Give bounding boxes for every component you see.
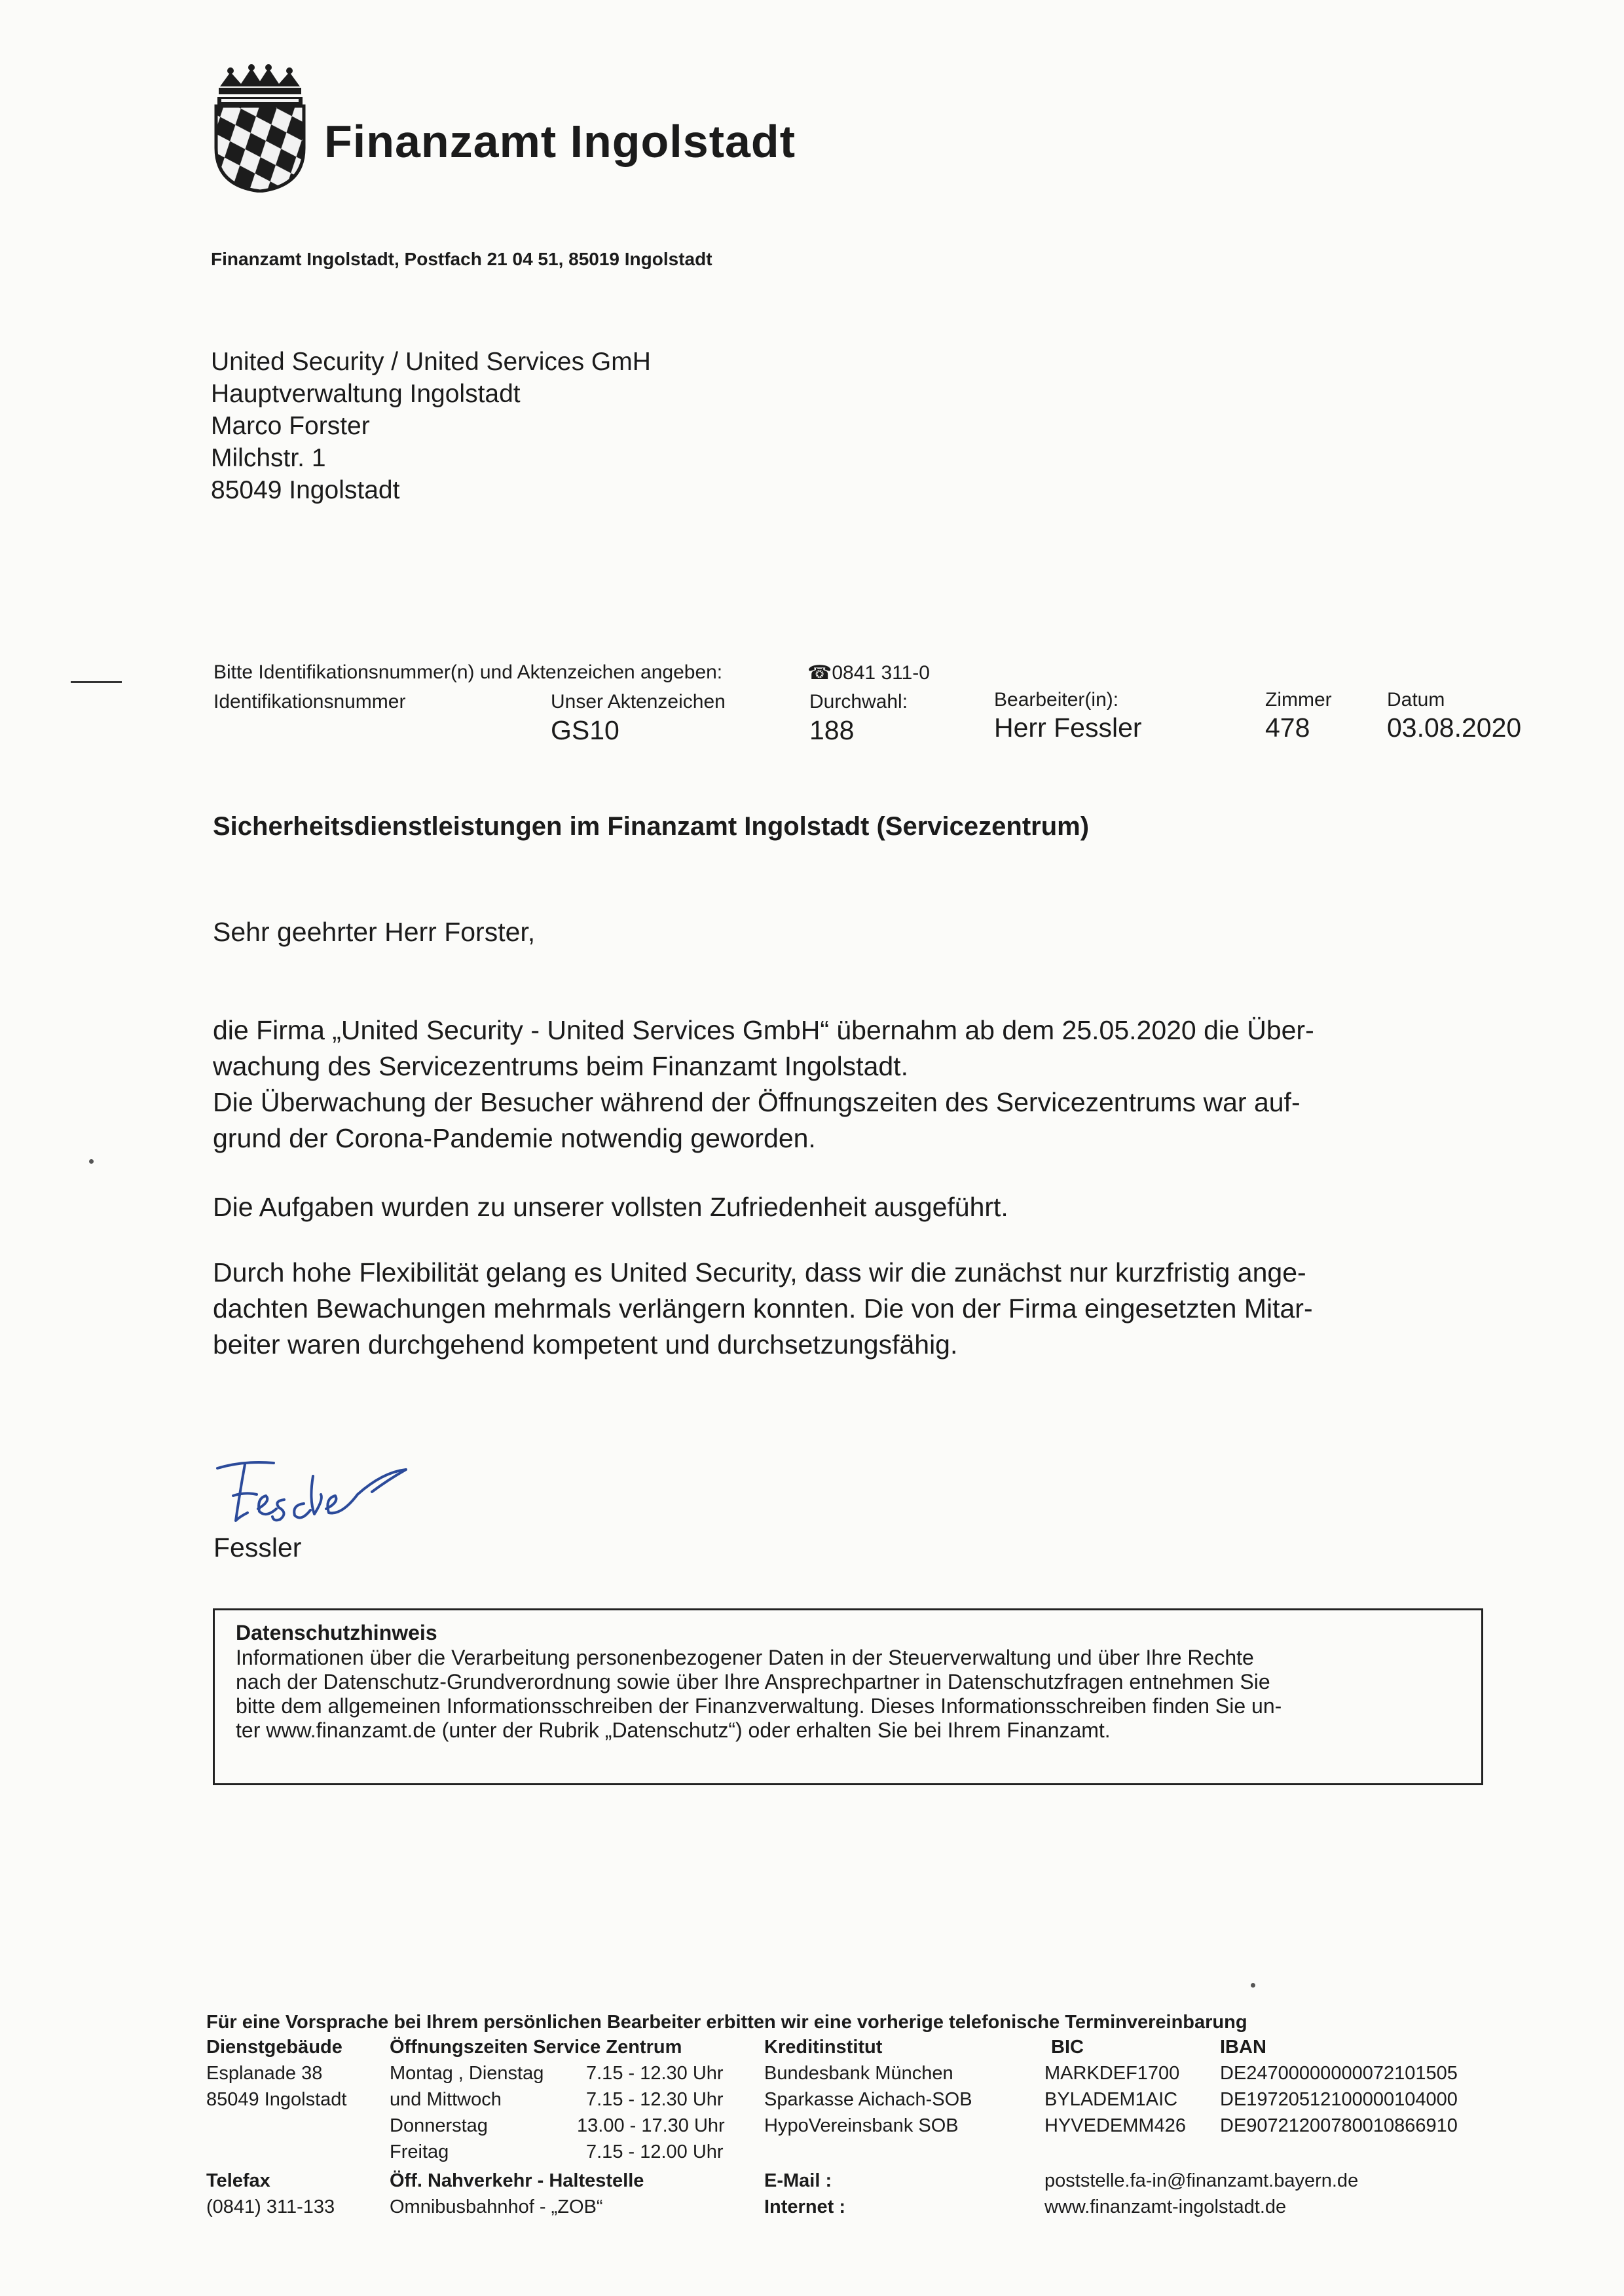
hours-time: 7.15 - 12.30 Uhr xyxy=(586,2063,724,2084)
iban-value: DE19720512100000104000 xyxy=(1220,2089,1458,2110)
scan-speck xyxy=(89,1159,94,1164)
recipient-company: United Security / United Services GmH xyxy=(211,348,651,376)
paragraph-line: Die Überwachung der Besucher während der Öffnungszeiten des Servicezentrums war auf- xyxy=(213,1087,1301,1117)
hours-time: 7.15 - 12.00 Uhr xyxy=(586,2141,724,2162)
fax-label: Telefax xyxy=(206,2170,270,2191)
privacy-text xyxy=(236,1646,1460,1743)
iban-label: IBAN xyxy=(1220,2037,1266,2058)
paragraph-line: wachung des Servicezentrums beim Finanzamt Ingolstadt. xyxy=(213,1051,908,1081)
hours-label: Öffnungszeiten Service Zentrum xyxy=(390,2037,682,2058)
paragraph-2 xyxy=(213,1189,1457,1225)
privacy-line: ter www.finanzamt.de (unter der Rubrik „Datenschutz“) oder erhalten Sie bei Ihrem Finanzamt. xyxy=(236,1718,1111,1742)
recipient-person: Marco Forster xyxy=(211,412,370,440)
extension-value: 188 xyxy=(809,715,855,745)
recipient-street: Milchstr. 1 xyxy=(211,444,326,472)
signer-name: Fessler xyxy=(213,1532,302,1563)
paragraph-line: beiter waren durchgehend kompetent und durchsetzungsfähig. xyxy=(213,1329,958,1360)
paragraph-line: dachten Bewachungen mehrmals verlängern konnten. Die von der Firma eingesetzten Mitar- xyxy=(213,1293,1313,1324)
paragraph-3 xyxy=(213,1255,1457,1363)
fold-mark xyxy=(71,681,122,683)
hours-days: Montag , Dienstag xyxy=(390,2063,544,2084)
bavarian-coat-of-arms-icon xyxy=(211,64,309,193)
iban-value: DE90721200780010866910 xyxy=(1220,2115,1458,2136)
bic-label: BIC xyxy=(1051,2037,1084,2058)
office-name: Finanzamt Ingolstadt xyxy=(324,116,796,167)
email-label: E-Mail : xyxy=(764,2170,832,2191)
paragraph-line: grund der Corona-Pandemie notwendig geworden. xyxy=(213,1123,816,1153)
id-label: Identifikationsnummer xyxy=(213,691,406,713)
paragraph-line: Durch hohe Flexibilität gelang es United Security, dass wir die zunächst nur kurzfristig ange- xyxy=(213,1257,1306,1287)
reference-instruction: Bitte Identifikationsnummer(n) und Aktenzeichen angeben: xyxy=(213,661,723,683)
privacy-notice-box xyxy=(213,1608,1483,1785)
transit-label: Öff. Nahverkehr - Haltestelle xyxy=(390,2170,644,2191)
iban-value: DE24700000000072101505 xyxy=(1220,2063,1458,2084)
handwritten-signature xyxy=(211,1441,427,1546)
room-label: Zimmer xyxy=(1265,689,1332,711)
building-label: Dienstgebäude xyxy=(206,2037,342,2058)
bic-value: MARKDEF1700 xyxy=(1044,2063,1180,2084)
file-label: Unser Aktenzeichen xyxy=(551,691,726,713)
hours-time: 7.15 - 12.30 Uhr xyxy=(586,2089,724,2110)
salutation: Sehr geehrter Herr Forster, xyxy=(213,917,536,947)
bank-label: Kreditinstitut xyxy=(764,2037,883,2058)
recipient-city: 85049 Ingolstadt xyxy=(211,476,400,504)
letter-subject: Sicherheitsdienstleistungen im Finanzamt Ingolstadt (Servicezentrum) xyxy=(213,812,1090,841)
building-city: 85049 Ingolstadt xyxy=(206,2089,347,2110)
room-value: 478 xyxy=(1265,713,1310,743)
privacy-title: Datenschutzhinweis xyxy=(236,1621,437,1644)
privacy-line: Informationen über die Verarbeitung personenbezogener Daten in der Steuerverwaltung und über Ihre Rechte xyxy=(236,1646,1254,1669)
bank-name: Sparkasse Aichach-SOB xyxy=(764,2089,972,2110)
bic-value: HYVEDEMM426 xyxy=(1044,2115,1186,2136)
transit-value: Omnibusbahnhof - „ZOB“ xyxy=(390,2196,603,2217)
hours-days: und Mittwoch xyxy=(390,2089,502,2110)
privacy-line: bitte dem allgemeinen Informationsschreiben der Finanzverwaltung. Dieses Informationsschreiben finden Sie un- xyxy=(236,1694,1282,1718)
clerk-label: Bearbeiter(in): xyxy=(994,689,1119,711)
file-value: GS10 xyxy=(551,715,619,745)
building-street: Esplanade 38 xyxy=(206,2063,323,2084)
bank-name: HypoVereinsbank SOB xyxy=(764,2115,959,2136)
recipient-address xyxy=(211,346,651,506)
paragraph-1 xyxy=(213,1012,1457,1157)
extension-label: Durchwahl: xyxy=(809,691,908,713)
recipient-department: Hauptverwaltung Ingolstadt xyxy=(211,380,521,408)
date-value: 03.08.2020 xyxy=(1387,713,1522,743)
hours-days: Freitag xyxy=(390,2141,449,2162)
hours-time: 13.00 - 17.30 Uhr xyxy=(577,2115,725,2136)
paragraph-line: die Firma „United Security - United Services GmbH“ übernahm ab dem 25.05.2020 die Über- xyxy=(213,1015,1314,1045)
fax-value: (0841) 311-133 xyxy=(206,2196,335,2217)
bank-name: Bundesbank München xyxy=(764,2063,953,2084)
privacy-line: nach der Datenschutz-Grundverordnung sowie über Ihre Ansprechpartner in Datenschutzfragen entnehmen Sie xyxy=(236,1670,1270,1694)
paragraph-line: Die Aufgaben wurden zu unserer vollsten Zufriedenheit ausgeführt. xyxy=(213,1192,1008,1222)
email-link[interactable]: poststelle.fa-in@finanzamt.bayern.de xyxy=(1044,2170,1359,2191)
internet-link[interactable]: www.finanzamt-ingolstadt.de xyxy=(1044,2196,1287,2217)
scan-speck xyxy=(1251,1983,1255,1988)
return-address: Finanzamt Ingolstadt, Postfach 21 04 51, 85019 Ingolstadt xyxy=(211,249,712,269)
footer-notice: Für eine Vorsprache bei Ihrem persönlichen Bearbeiter erbitten wir eine vorherige telefonische Terminvereinbarung xyxy=(206,2012,1247,2033)
internet-label: Internet : xyxy=(764,2196,846,2217)
date-label: Datum xyxy=(1387,689,1445,711)
bic-value: BYLADEM1AIC xyxy=(1044,2089,1178,2110)
hours-days: Donnerstag xyxy=(390,2115,488,2136)
telephone-icon: ☎ xyxy=(807,662,832,684)
clerk-value: Herr Fessler xyxy=(994,713,1142,743)
phone-number: ☎0841 311-0 xyxy=(807,662,930,684)
